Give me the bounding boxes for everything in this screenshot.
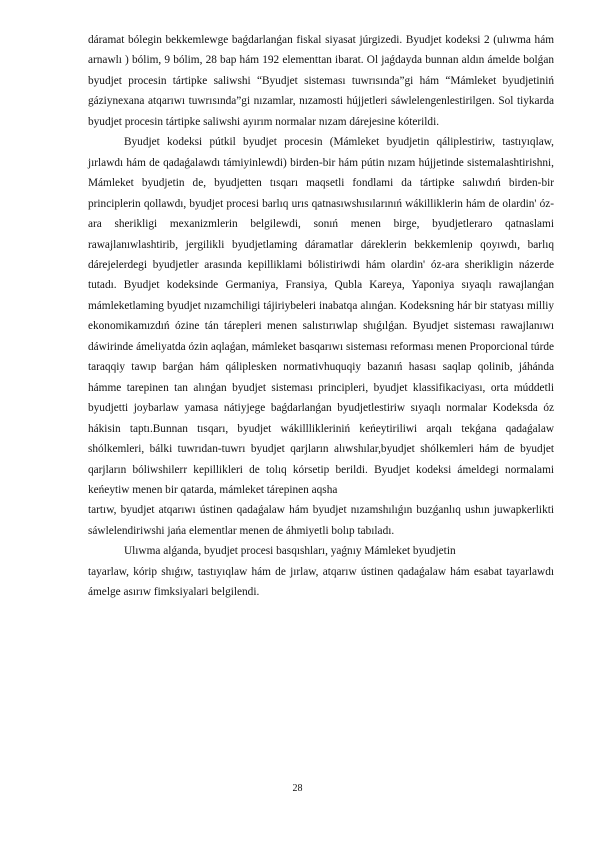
- paragraph: tayarlaw, kórip shıǵıw, tastıyıqlaw hám de jırlaw, atqarıw ústinen qadaǵalaw hám esabat tayarlawdı ámelge asırıw fimksiyalari belgilendi.: [88, 565, 554, 599]
- paragraph: Byudjet kodeksi pútkil byudjet procesin (Mámleket byudjetin qáliplestiriw, tastıyıqlaw, jırlawdı hám de qadaǵalawdı támiyinlewdi) birden-bir hám pútin nızam hújjetinde sistemalashtirishni, Mámleket byudjetin de, byudjetten tısqarı maqsetli fondlami da tártipke salıwdıń birden-bir principlerin qollawdı, byudjet procesi barlıq urıs qatnasıwshısılarınıń wákilliklerin hám de olardin' óz-ara sherikligi mexanizmlerin belgilewdi, sonıń menen birge, byudjetleraro qatnaslami rawajlanıwlashtirib, jergilikli byudjetlaming dáramatlar dáreklerin bekkemlenip qoyıwdı, barlıq dárejelerdegi byudjetler arasında kepilliklami bólistiriwdi hám olardin' óz-ara sherikligin názerde tutadı. Byudjet kodeksinde Germaniya, Fransiya, Qubla Kareya, Yaponiya sıyaqlı rawajlanǵan mámleketlaming byudjet nızamchiligi tájiriybeleri inabatqa alınǵan. Kodeksning hár bir statyası milliy ekonomikamızdıń ózine tán tárepleri menen salıstırıwlap shıǵılǵan. Byudjet sisteması rawajlanıwı dáwirinde ámeliyatda ózin aqlaǵan, mámleket basqarıwı sisteması reforması menen Proporcional túrde taraqqiy tawıp barǵan hám qáliplesken normativhuquqiy bazanıń hasası saqlap qolinib, jáhánda hámme tarepinen tan alınǵan byudjet sisteması principleri, byudjet klassifikaciyası, orta múddetli byudjetti joybarlaw yamasa nátiyjege baǵdarlanǵan byudjetlestiriw sıyaqlı normalar Kodeksda óz hákisin taptı.Bunnan tısqarı, byudjet wákilllikleriniń keńeytiriliwi arqalı tekǵana qadaǵalaw shólkemleri, bálki tuwrıdan-tuwrı byudjet qarjların alıwshılar,byudjet shólkemleri hám de byudjet qarjların bóliwshilerr kepillikleri de tolıq kórsetip berildi. Byudjet kodeksi ámeldegi normalami keńeytiw menen bir qatarda, mámleket tárepinen aqsha: [88, 136, 554, 496]
- document-body: [88, 30, 554, 603]
- paragraph: Ulıwma alǵanda, byudjet procesi basqıshları, yaǵnıy Mámleket byudjetin: [124, 545, 456, 558]
- paragraph: dáramat bólegin bekkemlewge baǵdarlanǵan fiskal siyasat júrgizedi. Byudjet kodeksi 2 (ulıwma hám arnawlı ) bólim, 9 bólim, 28 bap hám 192 elementtan ibarat. Ol jaǵdayda bunnan aldın ámelde bolǵan byudjet procesin tártipke saliwshi “Byudjet sisteması tuwrısında”gi hám “Mámleket byudjetiniń gáziynexana atqarıwı tuwrısında”gi nızamlar, nızamosti hújjetleri sáwlelengenlestirilgen. Sol tiykarda byudjet procesin tártipke saliwshi ayırım normalar nızam dárejesine kóterildi.: [88, 34, 554, 128]
- paragraph: tartıw, byudjet atqarıwı ústinen qadaǵalaw hám byudjet nızamshılıǵın buzǵanlıq ushın juwapkerlikti sáwlelendiriwshi jańa elementlar menen de áhmiyetli bolıp tabıladı.: [88, 504, 554, 537]
- page-number: 28: [292, 783, 303, 794]
